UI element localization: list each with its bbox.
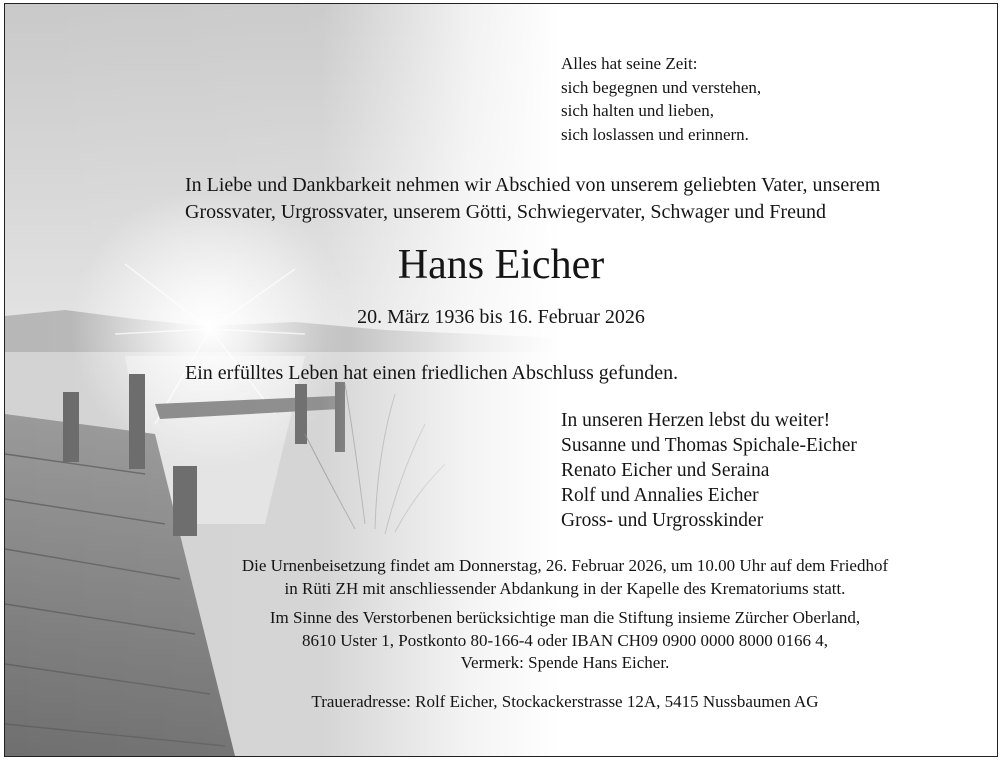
- poem-line: sich halten und lieben,: [561, 101, 714, 120]
- donation-info: [5, 607, 998, 675]
- life-dates: 20. März 1936 bis 16. Februar 2026: [357, 306, 645, 328]
- family-line: Gross- und Urgrosskinder: [561, 510, 764, 531]
- intro-line: Grossvater, Urgrossvater, unserem Götti, Schwiegervater, Schwager und Freund: [185, 201, 826, 223]
- donation-line: 8610 Uster 1, Postkonto 80-166-4 oder IBAN CH09 0900 0000 8000 0166 4,: [301, 630, 829, 650]
- burial-line: Die Urnenbeisetzung findet am Donnerstag, 26. Februar 2026, um 10.00 Uhr auf dem Friedhof: [241, 556, 889, 575]
- family-line: Susanne und Thomas Spichale-Eicher: [561, 435, 857, 456]
- family-line: Rolf und Annalies Eicher: [561, 485, 759, 506]
- family-line: Renato Eicher und Seraina: [561, 460, 770, 481]
- intro-line: In Liebe und Dankbarkeit nehmen wir Abschied von unserem geliebten Vater, unserem: [185, 174, 881, 196]
- burial-line: in Rüti ZH mit anschliessender Abdankung in der Kapelle des Krematoriums statt.: [284, 578, 846, 598]
- poem-line: sich begegnen und verstehen,: [561, 77, 762, 97]
- farewell-intro: [185, 172, 880, 226]
- poem-line: Alles hat seine Zeit:: [561, 54, 698, 73]
- burial-info: [5, 555, 998, 600]
- deceased-name: Hans Eicher: [397, 242, 605, 288]
- mourning-address: Traueradresse: Rolf Eicher, Stockackerstrasse 12A, 5415 Nussbaumen AG: [311, 692, 819, 711]
- poem: [561, 52, 761, 146]
- life-statement: Ein erfülltes Leben hat einen friedlichen Abschluss gefunden.: [185, 362, 679, 384]
- poem-line: sich loslassen und erinnern.: [561, 124, 749, 144]
- family-signatures: [561, 408, 857, 533]
- obituary-notice: [4, 3, 998, 757]
- donation-line: Vermerk: Spende Hans Eicher.: [460, 653, 670, 672]
- donation-line: Im Sinne des Verstorbenen berücksichtige man die Stiftung insieme Zürcher Oberland,: [269, 608, 861, 627]
- family-line: In unseren Herzen lebst du weiter!: [561, 410, 831, 431]
